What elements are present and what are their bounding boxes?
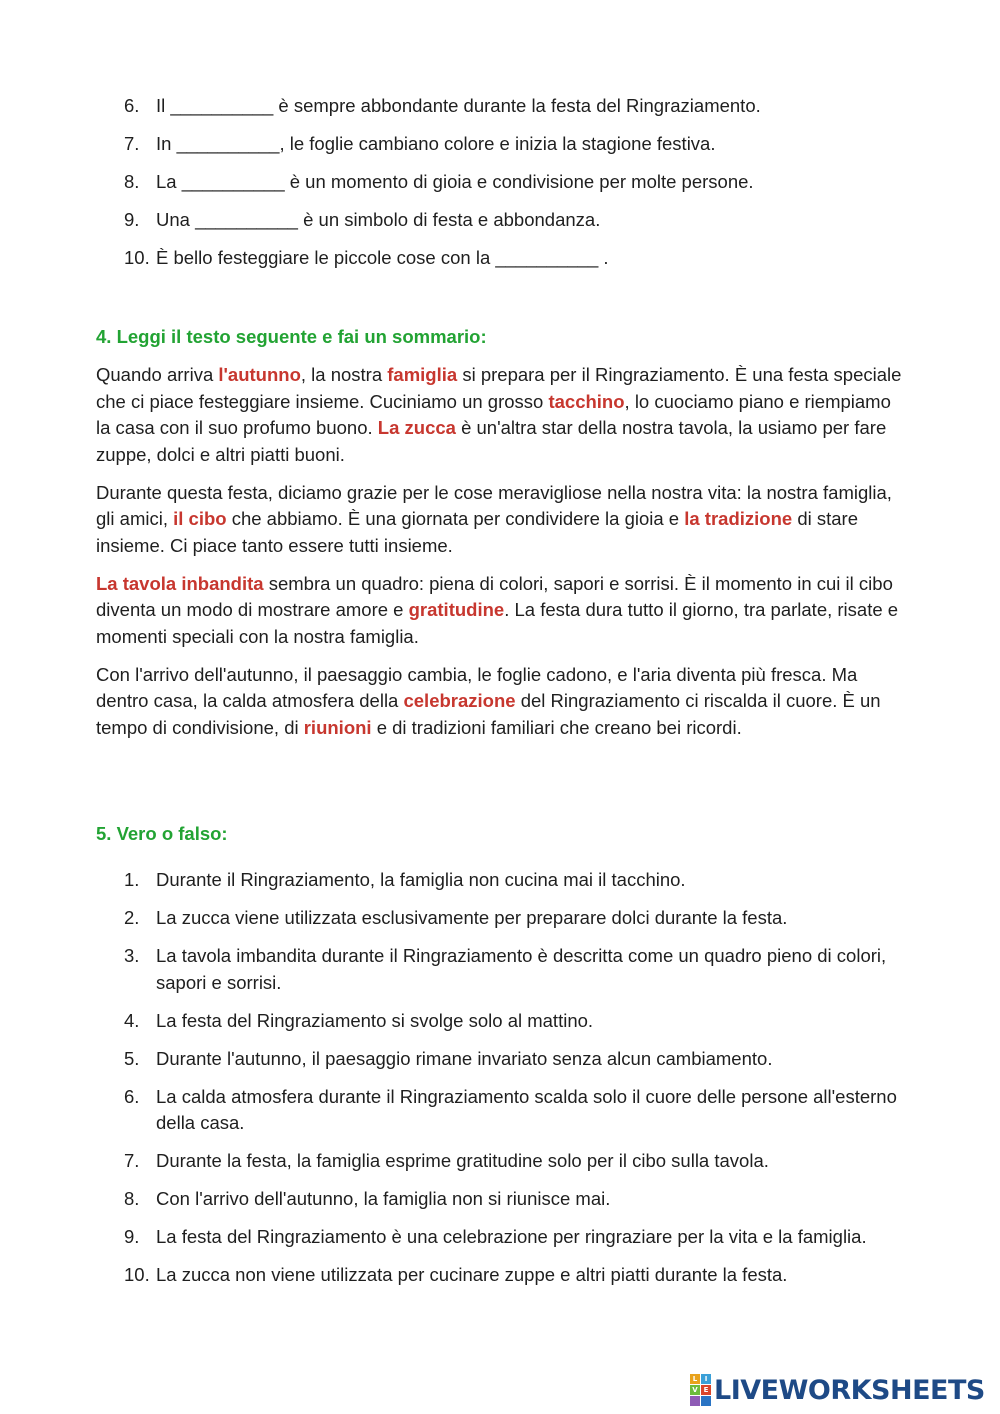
highlighted-word: riunioni <box>303 716 372 738</box>
item-text: Con l'arrivo dell'autunno, la famiglia non si riunisce mai. <box>156 1188 611 1209</box>
item-text: Una __________ è un simbolo di festa e abbondanza. <box>156 209 601 230</box>
item-text: La calda atmosfera durante il Ringraziamento scalda solo il cuore delle persone all'esterno della casa. <box>156 1085 897 1133</box>
item-number: 6. <box>124 1085 140 1107</box>
item-number: 9. <box>124 209 140 230</box>
reading-paragraph <box>96 662 906 742</box>
true-false-item <box>0 943 1000 996</box>
true-false-item <box>0 1262 1000 1289</box>
item-text: La tavola imbandita durante il Ringraziamento è descritta come un quadro pieno di colori, sapori e sorrisi. <box>156 945 887 993</box>
item-number: 5. <box>124 1047 140 1069</box>
reading-paragraph <box>96 480 906 560</box>
item-number: 7. <box>124 133 140 154</box>
logo-mark-square <box>701 1396 711 1406</box>
highlighted-word: La zucca <box>377 417 456 438</box>
logo-mark-square: L <box>690 1374 700 1384</box>
item-number: 8. <box>124 171 140 192</box>
item-number: 10. <box>124 1264 150 1285</box>
reading-passage <box>96 362 906 753</box>
item-text: Durante l'autunno, il paesaggio rimane invariato senza alcun cambiamento. <box>156 1047 773 1069</box>
item-number: 2. <box>124 907 140 928</box>
true-false-list <box>0 867 1000 1300</box>
fill-in-item <box>0 207 1000 234</box>
item-number: 3. <box>124 945 140 966</box>
true-false-item <box>0 867 1000 894</box>
reading-paragraph <box>96 362 906 468</box>
liveworksheets-logo <box>690 1372 985 1408</box>
paragraph-text: che abbiamo. È una giornata per condividere la gioia e <box>226 508 685 529</box>
item-number: 9. <box>124 1226 140 1247</box>
logo-mark-square: I <box>701 1374 711 1384</box>
true-false-item <box>0 1046 1000 1073</box>
item-text: La festa del Ringraziamento si svolge solo al mattino. <box>156 1009 594 1031</box>
item-text: La __________ è un momento di gioia e condivisione per molte persone. <box>156 171 754 192</box>
highlighted-word: la tradizione <box>684 508 793 529</box>
true-false-item <box>0 1186 1000 1213</box>
paragraph-text: . La festa dura tutto il giorno, tra parlate, risate e momenti speciali con la nostra famiglia. <box>96 599 899 647</box>
section-4-heading: 4. Leggi il testo seguente e fai un sommario: <box>96 326 487 347</box>
paragraph-text: di stare insieme. Ci piace tanto essere tutti insieme. <box>96 508 858 556</box>
fill-in-item <box>0 93 1000 120</box>
highlighted-word: l'autunno <box>218 364 301 385</box>
highlighted-word: gratitudine <box>408 599 505 620</box>
paragraph-text: Quando arriva <box>96 364 219 385</box>
section-5-heading: 5. Vero o falso: <box>96 823 228 844</box>
paragraph-text: , la nostra <box>300 364 388 385</box>
paragraph-text: , lo cuociamo piano e riempiamo la casa con il suo profumo buono. <box>96 390 891 438</box>
paragraph-text: Con l'arrivo dell'autunno, il paesaggio cambia, le foglie cadono, e l'aria diventa più fresca. Ma dentro casa, la calda atmosfera della <box>96 663 858 711</box>
highlighted-word: famiglia <box>387 364 458 385</box>
item-number: 10. <box>124 247 150 268</box>
paragraph-text: del Ringraziamento ci riscalda il cuore. È un tempo di condivisione, di <box>96 690 881 738</box>
highlighted-word: La tavola inbandita <box>96 572 264 594</box>
item-text: Durante la festa, la famiglia esprime gratitudine solo per il cibo sulla tavola. <box>156 1150 769 1171</box>
highlighted-word: il cibo <box>173 508 227 529</box>
paragraph-text: è un'altra star della nostra tavola, la usiamo per fare zuppe, dolci e altri piatti buoni. <box>96 417 887 465</box>
reading-paragraph <box>96 571 906 651</box>
paragraph-text: e di tradizioni familiari che creano bei ricordi. <box>371 716 742 738</box>
fill-in-item <box>0 169 1000 196</box>
fill-in-item <box>0 245 1000 272</box>
item-text: Il __________ è sempre abbondante durante la festa del Ringraziamento. <box>156 95 761 116</box>
item-text: È bello festeggiare le piccole cose con la __________ . <box>156 247 609 268</box>
item-number: 7. <box>124 1150 140 1171</box>
item-number: 1. <box>124 869 140 890</box>
fill-in-item <box>0 131 1000 158</box>
highlighted-word: celebrazione <box>403 690 516 711</box>
item-text: Durante il Ringraziamento, la famiglia non cucina mai il tacchino. <box>156 869 686 890</box>
true-false-item <box>0 1008 1000 1035</box>
item-text: La zucca viene utilizzata esclusivamente per preparare dolci durante la festa. <box>156 907 788 928</box>
logo-mark-square: E <box>701 1385 711 1395</box>
true-false-item <box>0 1084 1000 1137</box>
item-number: 4. <box>124 1009 140 1031</box>
paragraph-text: Durante questa festa, diciamo grazie per le cose meravigliose nella nostra vita: la nostra famiglia, gli amici, <box>96 481 892 529</box>
fill-in-list <box>0 93 1000 283</box>
paragraph-text: sembra un quadro: piena di colori, sapori e sorrisi. È il momento in cui il cibo diventa un modo di mostrare amore e <box>96 572 893 620</box>
item-number: 6. <box>124 95 140 116</box>
true-false-item <box>0 1224 1000 1251</box>
logo-text: LIVEWORKSHEETS <box>714 1374 985 1406</box>
true-false-item <box>0 905 1000 932</box>
item-text: La zucca non viene utilizzata per cucinare zuppe e altri piatti durante la festa. <box>156 1264 788 1285</box>
logo-mark-square: V <box>690 1385 700 1395</box>
item-text: La festa del Ringraziamento è una celebrazione per ringraziare per la vita e la famiglia. <box>156 1226 867 1247</box>
item-number: 8. <box>124 1188 140 1209</box>
true-false-item <box>0 1148 1000 1175</box>
paragraph-text: si prepara per il Ringraziamento. È una festa speciale che ci piace festeggiare insieme. Cuciniamo un grosso <box>96 364 902 412</box>
logo-mark-icon <box>690 1374 711 1406</box>
item-text: In __________, le foglie cambiano colore e inizia la stagione festiva. <box>156 133 716 154</box>
highlighted-word: tacchino <box>548 390 625 412</box>
logo-mark-square <box>690 1396 700 1406</box>
